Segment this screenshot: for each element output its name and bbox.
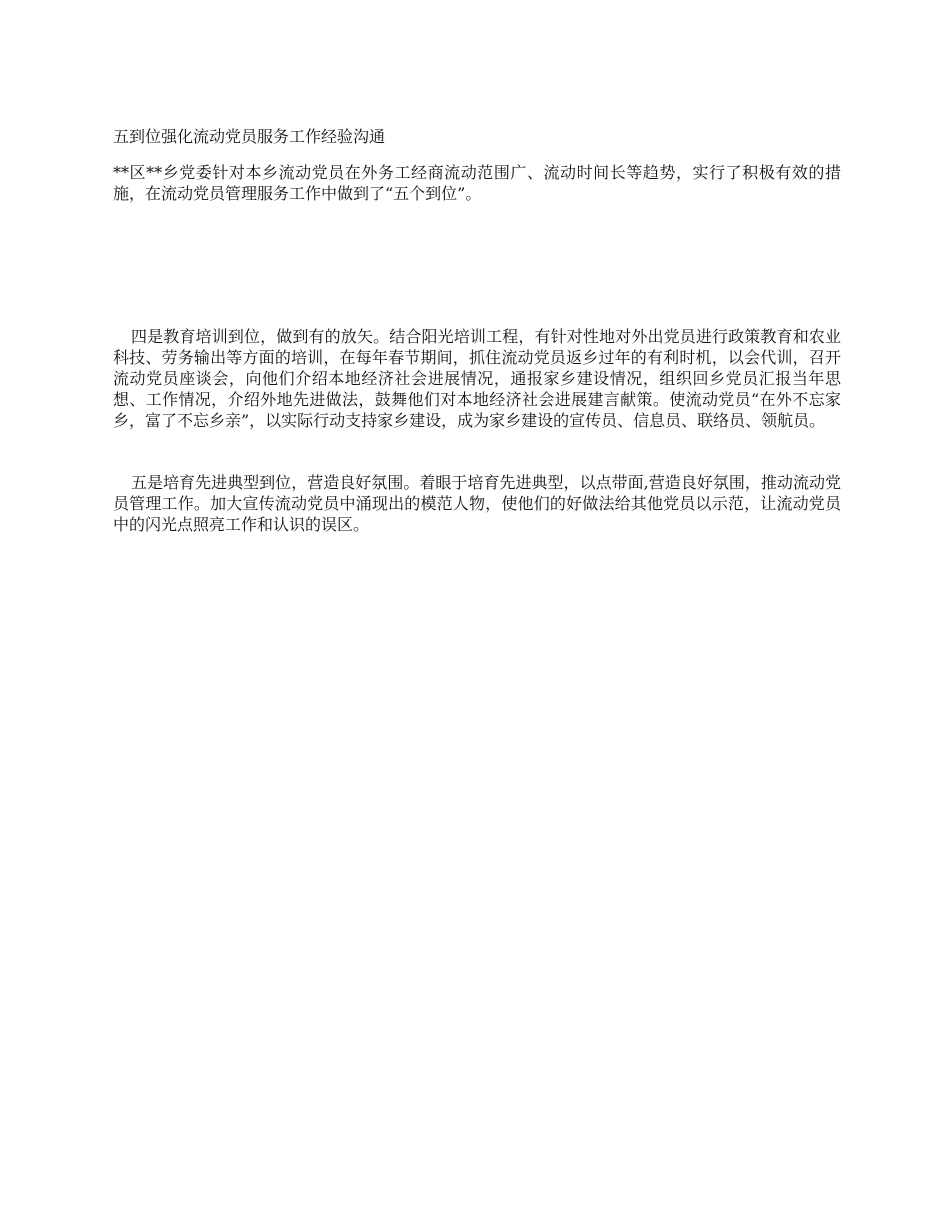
intro-paragraph: **区**乡党委针对本乡流动党员在外务工经商流动范围广、流动时间长等趋势，实行了积极有效的措施，在流动党员管理服务工作中做到了“五个到位”。 [113,163,841,203]
paragraph-five: 五是培育先进典型到位，营造良好氛围。着眼于培育先进典型，以点带面,营造良好氛围，推动流动党员管理工作。加大宣传流动党员中涌现出的模范人物，使他们的好做法给其他党员以示范，让流动党员中的闪光点照亮工作和认识的误区。 [113,473,841,534]
document-title: 五到位强化流动党员服务工作经验沟通 [113,127,386,146]
paragraph-four: 四是教育培训到位，做到有的放矢。结合阳光培训工程，有针对性地对外出党员进行政策教育和农业科技、劳务输出等方面的培训，在每年春节期间，抓住流动党员返乡过年的有利时机，以会代训，召开流动党员座谈会，向他们介绍本地经济社会进展情况，通报家乡建设情况，组织回乡党员汇报当年思想、工作情况，介绍外地先进做法，鼓舞他们对本地经济社会进展建言献策。使流动党员“在外不忘家乡，富了不忘乡亲”，以实际行动支持家乡建设，成为家乡建设的宣传员、信息员、联络员、领航员。 [113,327,841,430]
